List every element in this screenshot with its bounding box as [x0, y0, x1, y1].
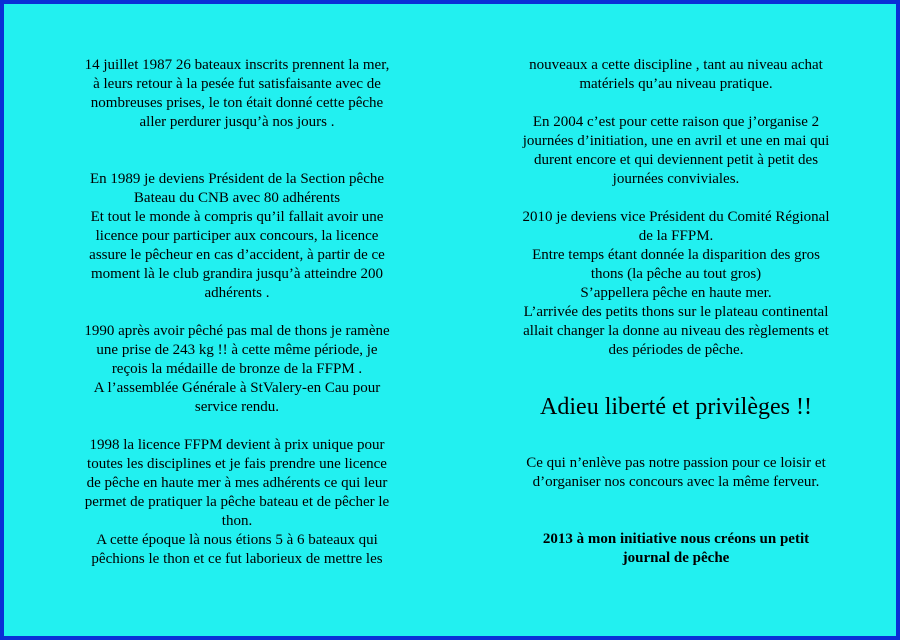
text-line: 14 juillet 1987 26 bateaux inscrits prennent la mer, — [84, 57, 390, 73]
text-line: de pêche en haute mer à mes adhérents ce qui leur — [86, 475, 388, 491]
text-line: En 1989 je deviens Président de la Section pêche — [89, 171, 385, 187]
text-line: Et tout le monde à compris qu’il fallait avoir une — [90, 209, 384, 225]
text-line: adhérents . — [204, 285, 270, 301]
text-line: Entre temps étant donnée la disparition des gros — [532, 247, 820, 263]
text-line: journal de pêche — [622, 550, 730, 566]
paragraph-1998 — [52, 436, 422, 569]
paragraph-2010 — [490, 208, 862, 360]
text-line: nombreuses prises, le ton était donné cette pêche — [90, 95, 384, 111]
paragraph-passion — [490, 454, 862, 492]
paragraph-1989 — [52, 170, 422, 303]
text-line: matériels qu’au niveau pratique. — [579, 76, 773, 92]
text-line: A cette époque là nous étions 5 à 6 bateaux qui — [96, 532, 378, 548]
text-line: de la FFPM. — [638, 228, 714, 244]
paragraph-2004 — [490, 113, 862, 189]
text-line: toutes les disciplines et je fais prendre une licence — [87, 456, 387, 472]
text-line: 1990 après avoir pêché pas mal de thons je ramène — [84, 323, 390, 339]
text-line: 1998 la licence FFPM devient à prix unique pour — [89, 437, 385, 453]
paragraph-continuation — [490, 56, 862, 94]
text-line: L’arrivée des petits thons sur le plateau continental — [523, 304, 829, 320]
heading-adieu: Adieu liberté et privilèges !! — [540, 394, 812, 420]
text-line: allait changer la donne au niveau des règlements et — [523, 323, 829, 339]
text-line: thon. — [221, 513, 253, 529]
text-line: une prise de 243 kg !! à cette même période, je — [96, 342, 378, 358]
text-line: à leurs retour à la pesée fut satisfaisante avec de — [93, 76, 381, 92]
text-line: journées conviviales. — [612, 171, 740, 187]
right-column — [490, 56, 862, 568]
text-line: Ce qui n’enlève pas notre passion pour ce loisir et — [526, 455, 826, 471]
text-line: reçois la médaille de bronze de la FFPM . — [111, 361, 363, 377]
text-line: thons (la pêche au tout gros) — [590, 266, 762, 282]
text-line: assure le pêcheur en cas d’accident, à partir de ce — [89, 247, 385, 263]
text-line: S’appellera pêche en haute mer. — [580, 285, 772, 301]
text-line: permet de pratiquer la pêche bateau et de pêcher le — [84, 494, 390, 510]
text-line: des périodes de pêche. — [608, 342, 744, 358]
text-line: aller perdurer jusqu’à nos jours . — [139, 114, 335, 130]
paragraph-1990 — [52, 322, 422, 417]
text-line: nouveaux a cette discipline , tant au niveau achat — [529, 57, 823, 73]
text-line: moment là le club grandira jusqu’à atteindre 200 — [91, 266, 383, 282]
text-line: 2010 je deviens vice Président du Comité Régional — [522, 209, 830, 225]
paragraph-2013 — [490, 530, 862, 568]
text-line: d’organiser nos concours avec la même ferveur. — [532, 474, 820, 490]
text-line: En 2004 c’est pour cette raison que j’organise 2 — [532, 114, 820, 130]
text-line: Bateau du CNB avec 80 adhérents — [133, 190, 341, 206]
text-line: A l’assemblée Générale à StValery-en Cau pour — [93, 380, 381, 396]
left-column — [52, 56, 422, 569]
paragraph-1987 — [52, 56, 422, 132]
text-line: durent encore et qui deviennent petit à petit des — [533, 152, 819, 168]
text-line: journées d’initiation, une en avril et une en mai qui — [522, 133, 830, 149]
text-line: licence pour participer aux concours, la licence — [95, 228, 379, 244]
text-line: 2013 à mon initiative nous créons un petit — [542, 531, 810, 547]
text-line: pêchions le thon et ce fut laborieux de mettre les — [91, 551, 383, 567]
text-line: service rendu. — [194, 399, 280, 415]
